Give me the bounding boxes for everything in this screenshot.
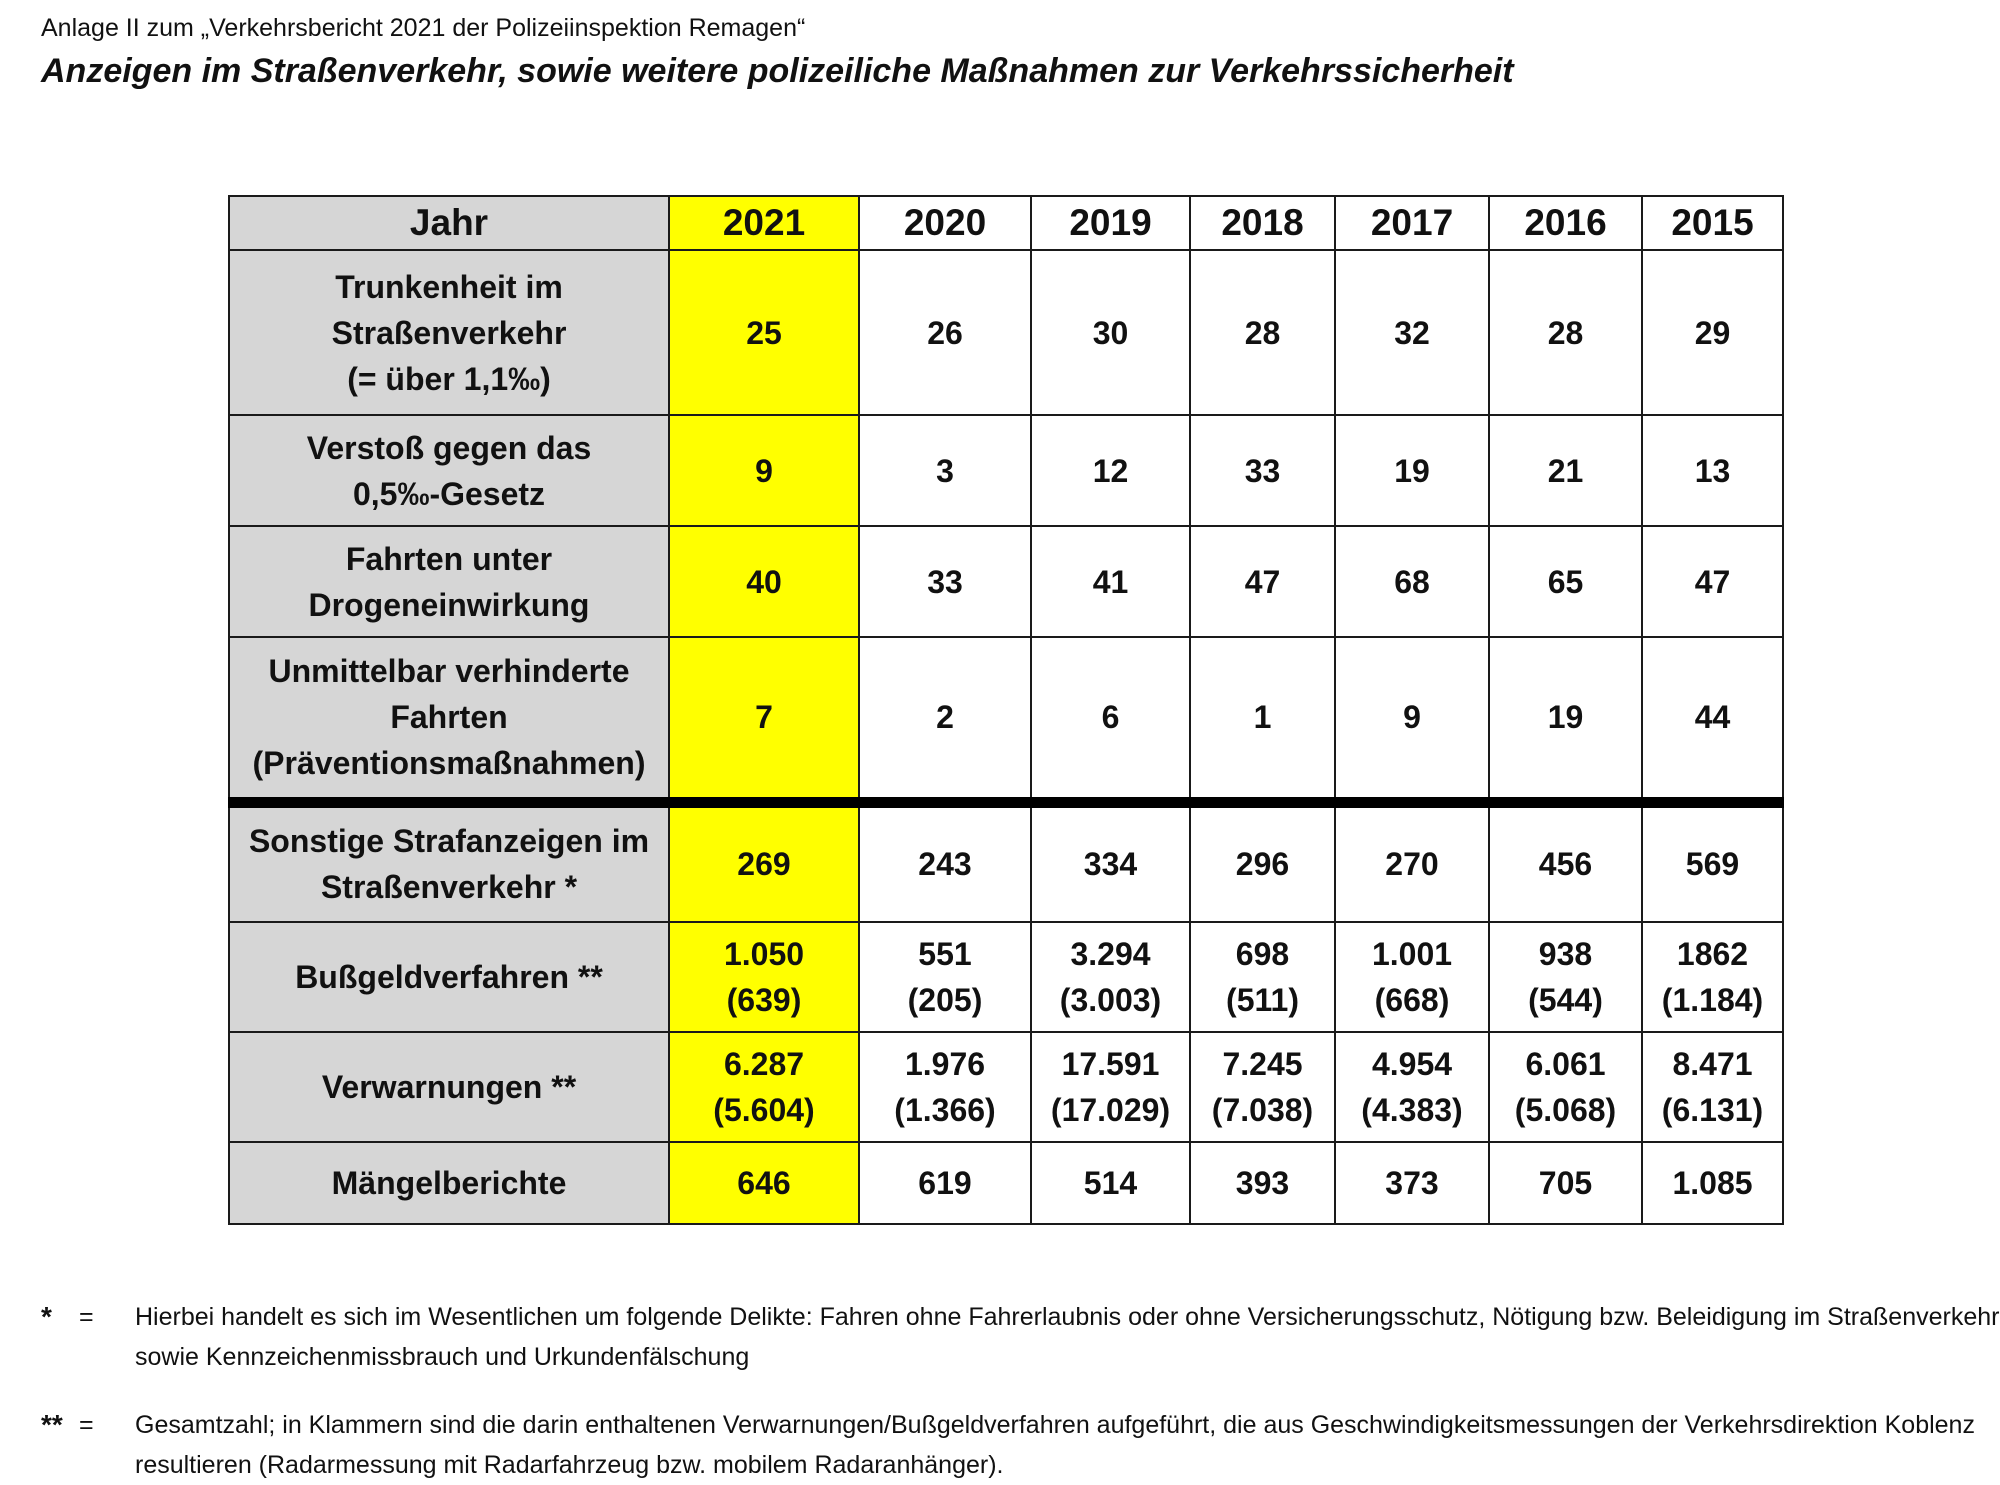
- value-cell: 47: [1190, 526, 1335, 637]
- footnote-text: Hierbei handelt es sich im Wesentlichen um folgende Delikte: Fahren ohne Fahrerlaubnis oder ohne Versicherungsschutz, Nötigung bzw. Beleidigung im Straßenverkehr sowie Kennzeichenmissbrauch und Urkundenfälschung: [135, 1303, 2000, 1371]
- value-cell: 1: [1190, 637, 1335, 802]
- table-row: [229, 1142, 1783, 1224]
- value-cell: 1862 (1.184): [1642, 922, 1783, 1032]
- value-cell: 569: [1642, 802, 1783, 922]
- value-cell: 12: [1031, 415, 1190, 526]
- row-label: Mängelberichte: [229, 1142, 669, 1224]
- value-cell: 17.591 (17.029): [1031, 1032, 1190, 1142]
- value-cell: 393: [1190, 1142, 1335, 1224]
- value-cell: 551 (205): [859, 922, 1031, 1032]
- value-cell: 705: [1489, 1142, 1642, 1224]
- row-label: Unmittelbar verhinderte Fahrten (Präventionsmaßnahmen): [229, 637, 669, 802]
- value-cell: 44: [1642, 637, 1783, 802]
- value-cell: 938 (544): [1489, 922, 1642, 1032]
- table-row: [229, 637, 1783, 802]
- value-cell: 21: [1489, 415, 1642, 526]
- value-cell: 514: [1031, 1142, 1190, 1224]
- value-cell: 7.245 (7.038): [1190, 1032, 1335, 1142]
- value-cell: 296: [1190, 802, 1335, 922]
- header-cell-year: 2016: [1489, 196, 1642, 250]
- value-cell: 6.287 (5.604): [669, 1032, 859, 1142]
- value-cell: 334: [1031, 802, 1190, 922]
- row-label: Trunkenheit im Straßenverkehr (= über 1,1‰): [229, 250, 669, 415]
- value-cell: 30: [1031, 250, 1190, 415]
- row-label: Sonstige Strafanzeigen im Straßenverkehr *: [229, 802, 669, 922]
- value-cell: 28: [1190, 250, 1335, 415]
- value-cell: 9: [669, 415, 859, 526]
- value-cell: 32: [1335, 250, 1489, 415]
- value-cell: 40: [669, 526, 859, 637]
- header-cell-year: 2015: [1642, 196, 1783, 250]
- table-row: [229, 526, 1783, 637]
- value-cell: 7: [669, 637, 859, 802]
- value-cell: 41: [1031, 526, 1190, 637]
- table-row: [229, 922, 1783, 1032]
- value-cell: 33: [1190, 415, 1335, 526]
- value-cell: 68: [1335, 526, 1489, 637]
- row-label: Bußgeldverfahren **: [229, 922, 669, 1032]
- value-cell: 1.085: [1642, 1142, 1783, 1224]
- value-cell: 646: [669, 1142, 859, 1224]
- footnote-equals: =: [79, 1411, 94, 1439]
- header-cell-year: 2017: [1335, 196, 1489, 250]
- table-row: [229, 1032, 1783, 1142]
- value-cell: 3.294 (3.003): [1031, 922, 1190, 1032]
- value-cell: 8.471 (6.131): [1642, 1032, 1783, 1142]
- value-cell: 1.976 (1.366): [859, 1032, 1031, 1142]
- header-cell-jahr: Jahr: [229, 196, 669, 250]
- value-cell: 9: [1335, 637, 1489, 802]
- value-cell: 28: [1489, 250, 1642, 415]
- footnote-mark: *: [41, 1301, 52, 1332]
- header-cell-year: 2019: [1031, 196, 1190, 250]
- footnote-text: Gesamtzahl; in Klammern sind die darin enthaltenen Verwarnungen/Bußgeldverfahren aufgeführt, die aus Geschwindigkeitsmessungen der Verkehrsdirektion Koblenz resultieren (Radarmessung mit Radarfahrzeug bzw. mobilem Radaranhänger).: [135, 1411, 1975, 1479]
- value-cell: 47: [1642, 526, 1783, 637]
- value-cell: 19: [1335, 415, 1489, 526]
- header-cell-year: 2021: [669, 196, 859, 250]
- header-cell-year: 2020: [859, 196, 1031, 250]
- value-cell: 25: [669, 250, 859, 415]
- value-cell: 3: [859, 415, 1031, 526]
- table-row: [229, 802, 1783, 922]
- statistics-table: [228, 195, 1784, 1225]
- header-cell-year: 2018: [1190, 196, 1335, 250]
- value-cell: 33: [859, 526, 1031, 637]
- value-cell: 243: [859, 802, 1031, 922]
- value-cell: 619: [859, 1142, 1031, 1224]
- value-cell: 6.061 (5.068): [1489, 1032, 1642, 1142]
- row-label: Verstoß gegen das 0,5‰-Gesetz: [229, 415, 669, 526]
- value-cell: 1.001 (668): [1335, 922, 1489, 1032]
- table-header-row: [229, 196, 1783, 250]
- value-cell: 698 (511): [1190, 922, 1335, 1032]
- value-cell: 456: [1489, 802, 1642, 922]
- value-cell: 13: [1642, 415, 1783, 526]
- value-cell: 373: [1335, 1142, 1489, 1224]
- row-label: Verwarnungen **: [229, 1032, 669, 1142]
- value-cell: 4.954 (4.383): [1335, 1032, 1489, 1142]
- value-cell: 26: [859, 250, 1031, 415]
- value-cell: 2: [859, 637, 1031, 802]
- value-cell: 1.050 (639): [669, 922, 859, 1032]
- table-row: [229, 250, 1783, 415]
- footnote-equals: =: [79, 1303, 94, 1331]
- value-cell: 65: [1489, 526, 1642, 637]
- document-title: Anzeigen im Straßenverkehr, sowie weitere polizeiliche Maßnahmen zur Verkehrssicherheit: [41, 52, 1514, 90]
- value-cell: 29: [1642, 250, 1783, 415]
- value-cell: 269: [669, 802, 859, 922]
- document-subtitle: Anlage II zum „Verkehrsbericht 2021 der Polizeiinspektion Remagen“: [41, 14, 806, 42]
- value-cell: 19: [1489, 637, 1642, 802]
- value-cell: 6: [1031, 637, 1190, 802]
- table-row: [229, 415, 1783, 526]
- value-cell: 270: [1335, 802, 1489, 922]
- row-label: Fahrten unter Drogeneinwirkung: [229, 526, 669, 637]
- footnote-mark: **: [41, 1409, 63, 1440]
